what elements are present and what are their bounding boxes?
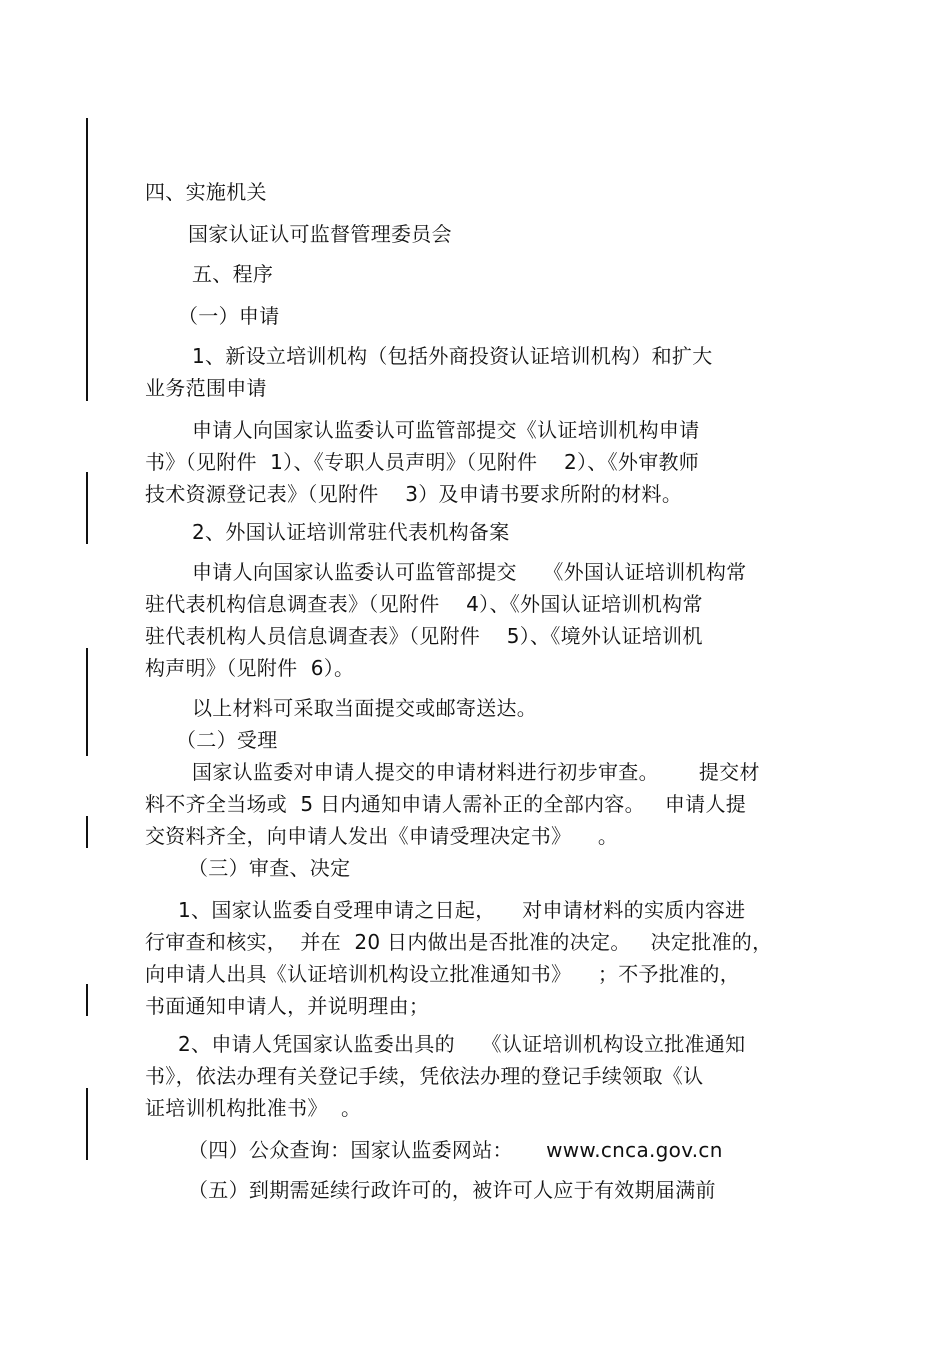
paragraph-line: 申请人向国家认监委认可监管部提交 《外国认证培训机构常 — [192, 560, 747, 584]
subsection-heading: （一）申请 — [178, 304, 280, 328]
paragraph-line: 以上材料可采取当面提交或邮寄送达。 — [192, 696, 538, 720]
paragraph-line: 构声明》（见附件 6）。 — [145, 656, 355, 680]
paragraph-line: 书》（见附件 1）、《专职人员声明》（见附件 2）、《外审教师 — [145, 450, 700, 474]
paragraph-line: 2、申请人凭国家认监委出具的 《认证培训机构设立批准通知 — [178, 1032, 746, 1056]
margin-bar — [86, 984, 88, 1016]
paragraph-line: 交资料齐全，向申请人发出《申请受理决定书》 。 — [145, 824, 619, 848]
margin-bar — [86, 472, 88, 544]
subsection-heading: （三）审查、决定 — [188, 856, 351, 880]
margin-bar — [86, 118, 88, 401]
subsection-heading: （二）受理 — [176, 728, 278, 752]
paragraph-line: 驻代表机构信息调查表》（见附件 4）、《外国认证培训机构常 — [145, 592, 703, 616]
paragraph-line: （五）到期需延续行政许可的，被许可人应于有效期届满前 — [188, 1178, 716, 1202]
paragraph-line: 1、国家认监委自受理申请之日起， 对申请材料的实质内容进 — [178, 898, 746, 922]
paragraph-line: 国家认证认可监督管理委员会 — [188, 222, 452, 246]
paragraph-line: 技术资源登记表》（见附件 3）及申请书要求所附的材料。 — [145, 482, 683, 506]
paragraph-line: 1、新设立培训机构（包括外商投资认证培训机构）和扩大 — [192, 344, 713, 368]
paragraph-line: 行审查和核实， 并在 20 日内做出是否批准的决定。 决定批准的， — [145, 930, 773, 954]
paragraph-line: 证培训机构批准书》 。 — [145, 1096, 362, 1120]
margin-bar — [86, 816, 88, 848]
paragraph-line: 2、外国认证培训常驻代表机构备案 — [192, 520, 510, 544]
margin-bar — [86, 648, 88, 756]
paragraph-line: 申请人向国家认监委认可监管部提交《认证培训机构申请 — [192, 418, 700, 442]
paragraph-line: （四）公众查询：国家认监委网站： www.cnca.gov.cn — [188, 1138, 723, 1162]
margin-bar — [86, 1088, 88, 1160]
paragraph-line: 书》，依法办理有关登记手续，凭依法办理的登记手续领取《认 — [145, 1064, 704, 1088]
paragraph-line: 驻代表机构人员信息调查表》（见附件 5）、《境外认证培训机 — [145, 624, 703, 648]
paragraph-line: 国家认监委对申请人提交的申请材料进行初步审查。 提交材 — [192, 760, 760, 784]
section-heading: 四、实施机关 — [145, 180, 267, 204]
paragraph-line: 料不齐全当场或 5 日内通知申请人需补正的全部内容。 申请人提 — [145, 792, 747, 816]
paragraph-line: 书面通知申请人，并说明理由； — [145, 994, 430, 1018]
paragraph-line: 向申请人出具《认证培训机构设立批准通知书》 ；不予批准的， — [145, 962, 741, 986]
section-heading: 五、程序 — [192, 262, 274, 286]
paragraph-line: 业务范围申请 — [145, 376, 267, 400]
